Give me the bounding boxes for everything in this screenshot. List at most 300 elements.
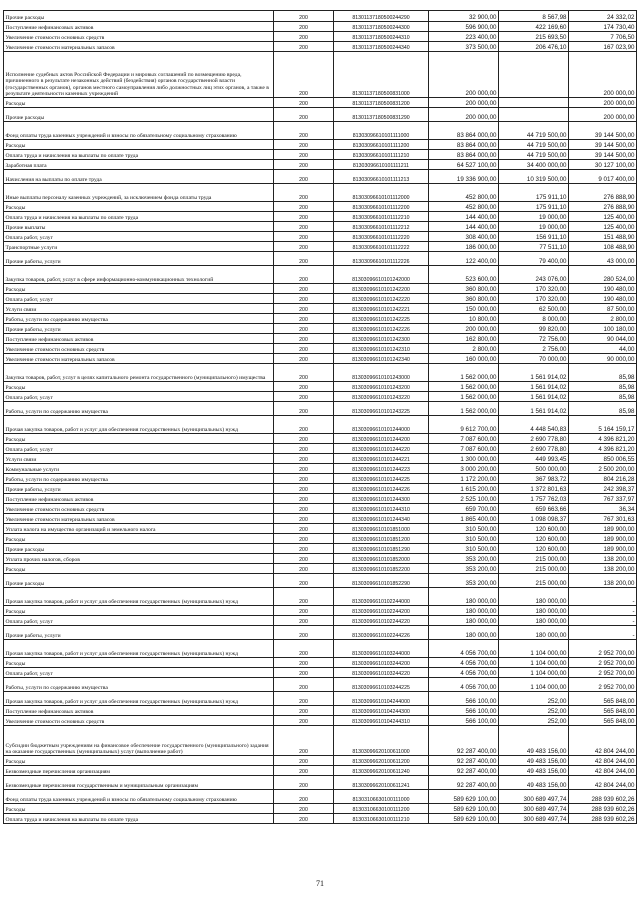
row-name: Расходы [4,98,274,108]
unexecuted-amount: 200 000,00 [569,108,637,122]
executed-amount: 175 911,10 [499,184,569,202]
row-code: 200 [274,304,334,314]
approved-amount: 310 500,00 [429,534,499,544]
row-code: 200 [274,706,334,716]
approved-amount: 1 562 000,00 [429,382,499,392]
row-kbk: 81303096610101242220 [334,294,429,304]
unexecuted-amount: 100 180,00 [569,324,637,334]
approved-amount: 160 000,00 [429,354,499,364]
unexecuted-amount: 5 164 159,17 [569,416,637,434]
approved-amount: 2 525 100,00 [429,494,499,504]
unexecuted-amount: 108 488,90 [569,242,637,252]
table-row [4,202,637,212]
executed-amount: 72 756,00 [499,334,569,344]
approved-amount: 4 056 700,00 [429,668,499,678]
unexecuted-amount: 190 480,00 [569,284,637,294]
row-code: 200 [274,52,334,98]
row-kbk: 81303096610101244220 [334,444,429,454]
executed-amount: 170 320,00 [499,284,569,294]
executed-amount: 1 104 000,00 [499,678,569,692]
table-row [4,474,637,484]
row-kbk: 81303096610101242221 [334,304,429,314]
row-code: 200 [274,494,334,504]
table-row [4,514,637,524]
table-row [4,402,637,416]
table-row [4,564,637,574]
row-name: Прочие работы, услуги [4,484,274,494]
table-row [4,22,637,32]
row-name: Увеличение стоимости материальных запасов [4,354,274,364]
row-kbk: 81303096610101111211 [334,160,429,170]
executed-amount: 367 983,72 [499,474,569,484]
table-row [4,756,637,766]
approved-amount: 186 000,00 [429,242,499,252]
unexecuted-amount: 30 127 100,00 [569,160,637,170]
row-kbk: 81303096610101244225 [334,474,429,484]
approved-amount: 353 200,00 [429,564,499,574]
unexecuted-amount: 200 000,00 [569,98,637,108]
row-name: Оплата работ, услуг [4,668,274,678]
executed-amount: 170 320,00 [499,294,569,304]
table-row [4,814,637,824]
row-name: Расходы [4,434,274,444]
row-kbk: 81303096610101851200 [334,534,429,544]
table-row [4,242,637,252]
table-row [4,42,637,52]
row-name: Расходы [4,606,274,616]
executed-amount: 34 400 000,00 [499,160,569,170]
row-code: 200 [274,588,334,606]
executed-amount: 659 663,66 [499,504,569,514]
approved-amount: 1 865 400,00 [429,514,499,524]
row-name: Работы, услуги по содержанию имущества [4,678,274,692]
unexecuted-amount: 90 000,00 [569,354,637,364]
approved-amount: 144 400,00 [429,222,499,232]
table-row [4,444,637,454]
table-row [4,716,637,726]
table-row [4,266,637,284]
table-row [4,544,637,554]
table-row [4,574,637,588]
row-code: 200 [274,574,334,588]
approved-amount: 144 400,00 [429,212,499,222]
row-name: Прочие расходы [4,574,274,588]
row-code: 200 [274,564,334,574]
row-name: Расходы [4,140,274,150]
unexecuted-amount: 565 848,00 [569,692,637,706]
row-code: 200 [274,42,334,52]
row-kbk: 81303096610101244300 [334,494,429,504]
unexecuted-amount: 565 848,00 [569,716,637,726]
unexecuted-amount: 90 044,00 [569,334,637,344]
row-name: Оплата работ, услуг [4,616,274,626]
row-kbk: 81303096610101852000 [334,554,429,564]
row-kbk: 81303096610101112200 [334,202,429,212]
executed-amount: 120 600,00 [499,544,569,554]
row-name: Расходы [4,756,274,766]
row-code: 200 [274,334,334,344]
unexecuted-amount: 125 400,00 [569,222,637,232]
row-name: Прочая закупка товаров, работ и услуг для обеспечения государственных (муниципальных) нужд [4,416,274,434]
table-row [4,454,637,464]
row-name: Оплата работ, услуг [4,294,274,304]
row-name: Поступление нефинансовых активов [4,706,274,716]
row-kbk: 81303096610101112210 [334,212,429,222]
unexecuted-amount: - [569,616,637,626]
row-kbk: 81303096610101243220 [334,392,429,402]
row-code: 200 [274,122,334,140]
row-kbk: 81301137180500244300 [334,22,429,32]
table-row [4,32,637,42]
row-name: Услуги связи [4,454,274,464]
table-row [4,344,637,354]
table-row [4,524,637,534]
row-name: Оплата труда и начисления на выплаты по оплате труда [4,814,274,824]
executed-amount: 180 000,00 [499,606,569,616]
row-code: 200 [274,222,334,232]
row-kbk: 81303106630100111200 [334,804,429,814]
unexecuted-amount: 42 804 244,00 [569,726,637,756]
unexecuted-amount: 87 500,00 [569,304,637,314]
row-name: Работы, услуги по содержанию имущества [4,314,274,324]
executed-amount: 1 561 914,02 [499,402,569,416]
executed-amount [499,52,569,98]
unexecuted-amount: 190 480,00 [569,294,637,304]
row-kbk: 81303096610101244226 [334,484,429,494]
approved-amount: 3 000 200,00 [429,464,499,474]
table-body [4,11,637,824]
executed-amount: 99 820,00 [499,324,569,334]
row-kbk: 81303096610101243225 [334,402,429,416]
row-name: Поступление нефинансовых активов [4,494,274,504]
approved-amount: 1 615 200,00 [429,484,499,494]
approved-amount: 83 864 000,00 [429,150,499,160]
table-row [4,416,637,434]
approved-amount: 92 287 400,00 [429,766,499,776]
approved-amount: 589 629 100,00 [429,804,499,814]
approved-amount: 4 056 700,00 [429,658,499,668]
row-name: Расходы [4,284,274,294]
row-kbk: 81303096610101242300 [334,334,429,344]
approved-amount: 1 562 000,00 [429,364,499,382]
executed-amount: 215 000,00 [499,554,569,564]
row-kbk: 81303096610101244310 [334,504,429,514]
row-name: Увеличение стоимости материальных запасов [4,514,274,524]
row-code: 200 [274,416,334,434]
unexecuted-amount: 9 017 400,00 [569,170,637,184]
row-name: Расходы [4,564,274,574]
row-code: 200 [274,514,334,524]
unexecuted-amount: 288 939 602,26 [569,814,637,824]
row-name: Транспортные услуги [4,242,274,252]
row-name: Прочие работы, услуги [4,324,274,334]
row-name: Расходы [4,534,274,544]
row-kbk: 81303096610102244200 [334,606,429,616]
unexecuted-amount: 39 144 500,00 [569,122,637,140]
executed-amount: 49 483 156,00 [499,766,569,776]
row-code: 200 [274,726,334,756]
executed-amount: 1 098 098,37 [499,514,569,524]
row-name: Фонд оплаты труда казенных учреждений и взносы по обязательному социальному страхованию [4,790,274,804]
row-kbk: 81303096610101242000 [334,266,429,284]
approved-amount: 1 562 000,00 [429,402,499,416]
row-name: Безвозмездные перечисления организациям [4,766,274,776]
unexecuted-amount: 280 524,00 [569,266,637,284]
row-code: 200 [274,504,334,514]
table-row [4,160,637,170]
row-kbk: 81303096610101112220 [334,232,429,242]
approved-amount: 1 300 000,00 [429,454,499,464]
approved-amount: 353 200,00 [429,574,499,588]
approved-amount: 1 562 000,00 [429,392,499,402]
approved-amount: 122 400,00 [429,252,499,266]
approved-amount: 162 800,00 [429,334,499,344]
row-kbk: 81303096610102244220 [334,616,429,626]
approved-amount: 353 200,00 [429,554,499,564]
row-code: 200 [274,11,334,22]
row-name: Увеличение стоимости основных средств [4,504,274,514]
row-code: 200 [274,402,334,416]
table-row [4,726,637,756]
row-name: Поступление нефинансовых активов [4,334,274,344]
executed-amount: 1 104 000,00 [499,640,569,658]
row-kbk: 81303096610103244220 [334,668,429,678]
row-name: Оплата труда и начисления на выплаты по оплате труда [4,150,274,160]
row-code: 200 [274,606,334,616]
row-kbk: 81303096610101242340 [334,354,429,364]
executed-amount: 2 756,00 [499,344,569,354]
unexecuted-amount: 85,98 [569,382,637,392]
executed-amount: 19 000,00 [499,212,569,222]
executed-amount: 1 104 000,00 [499,658,569,668]
row-code: 200 [274,364,334,382]
executed-amount: 1 757 762,03 [499,494,569,504]
executed-amount [499,108,569,122]
executed-amount: 44 719 500,00 [499,150,569,160]
row-kbk: 81303096610101112222 [334,242,429,252]
executed-amount: 500 000,00 [499,464,569,474]
row-kbk: 81303096610103244000 [334,640,429,658]
table-row [4,434,637,444]
unexecuted-amount: 36,34 [569,504,637,514]
row-kbk: 81303096610101111000 [334,122,429,140]
row-code: 200 [274,444,334,454]
approved-amount: 83 864 000,00 [429,140,499,150]
approved-amount: 566 100,00 [429,706,499,716]
row-kbk: 81303096610101851000 [334,524,429,534]
unexecuted-amount: 42 804 244,00 [569,756,637,766]
executed-amount: 70 000,00 [499,354,569,364]
unexecuted-amount: 200 000,00 [569,52,637,98]
row-code: 200 [274,382,334,392]
unexecuted-amount: 85,98 [569,402,637,416]
table-row [4,484,637,494]
row-name: Прочие работы, услуги [4,252,274,266]
unexecuted-amount: 288 939 602,26 [569,804,637,814]
row-name: Прочие выплаты [4,222,274,232]
row-code: 200 [274,454,334,464]
table-row [4,314,637,324]
row-kbk: 81301137180500244340 [334,42,429,52]
approved-amount: 659 700,00 [429,504,499,514]
row-code: 200 [274,252,334,266]
approved-amount: 150 000,00 [429,304,499,314]
unexecuted-amount: 174 730,40 [569,22,637,32]
approved-amount: 92 287 400,00 [429,776,499,790]
table-row [4,354,637,364]
row-kbk: 81303096620100611240 [334,766,429,776]
unexecuted-amount: 24 332,02 [569,11,637,22]
table-row [4,184,637,202]
executed-amount: 215 000,00 [499,574,569,588]
row-kbk: 81303096620100611000 [334,726,429,756]
approved-amount: 200 000,00 [429,324,499,334]
table-row [4,504,637,514]
row-kbk: 81301137180500831290 [334,108,429,122]
unexecuted-amount: 850 006,55 [569,454,637,464]
table-row [4,554,637,564]
row-name: Оплата работ, услуг [4,392,274,402]
row-kbk: 81303096610101244200 [334,434,429,444]
approved-amount: 2 800,00 [429,344,499,354]
row-kbk: 81303096610101242226 [334,324,429,334]
approved-amount: 180 000,00 [429,626,499,640]
approved-amount: 83 864 000,00 [429,122,499,140]
unexecuted-amount: 167 023,90 [569,42,637,52]
executed-amount: 77 511,10 [499,242,569,252]
row-kbk: 81303096610102244226 [334,626,429,640]
row-kbk: 81303096610101112226 [334,252,429,266]
row-kbk: 81303096610101111200 [334,140,429,150]
row-name: Поступление нефинансовых активов [4,22,274,32]
table-row [4,11,637,22]
row-name: Увеличение стоимости материальных запасов [4,42,274,52]
row-name: Коммунальные услуги [4,464,274,474]
row-kbk: 81303096620100611241 [334,776,429,790]
approved-amount: 523 600,00 [429,266,499,284]
row-code: 200 [274,524,334,534]
row-name: Увеличение стоимости основных средств [4,716,274,726]
unexecuted-amount: 767 301,63 [569,514,637,524]
executed-amount: 180 000,00 [499,626,569,640]
unexecuted-amount: 242 398,37 [569,484,637,494]
approved-amount: 589 629 100,00 [429,814,499,824]
approved-amount: 566 100,00 [429,716,499,726]
approved-amount: 452 800,00 [429,202,499,212]
executed-amount: 449 993,45 [499,454,569,464]
row-code: 200 [274,534,334,544]
row-code: 200 [274,616,334,626]
executed-amount: 8 567,98 [499,11,569,22]
unexecuted-amount: 39 144 500,00 [569,150,637,160]
row-name: Прочие работы, услуги [4,626,274,640]
row-code: 200 [274,464,334,474]
executed-amount: 49 483 156,00 [499,726,569,756]
row-code: 200 [274,766,334,776]
row-code: 200 [274,354,334,364]
row-kbk: 81303096620100611200 [334,756,429,766]
approved-amount: 7 087 600,00 [429,434,499,444]
row-kbk: 81303096610103244225 [334,678,429,692]
approved-amount: 200 000,00 [429,52,499,98]
row-code: 200 [274,692,334,706]
table-row [4,294,637,304]
unexecuted-amount: 42 804 244,00 [569,766,637,776]
row-name: Заработная плата [4,160,274,170]
approved-amount: 4 056 700,00 [429,678,499,692]
row-name: Фонд оплаты труда казенных учреждений и взносы по обязательному социальному страхованию [4,122,274,140]
executed-amount: 215 693,50 [499,32,569,42]
executed-amount: 1 104 000,00 [499,668,569,678]
row-code: 200 [274,544,334,554]
approved-amount: 308 400,00 [429,232,499,242]
unexecuted-amount: 7 706,50 [569,32,637,42]
row-code: 200 [274,184,334,202]
table-row [4,170,637,184]
row-name: Расходы [4,202,274,212]
executed-amount: 4 448 540,83 [499,416,569,434]
row-code: 200 [274,756,334,766]
unexecuted-amount: - [569,588,637,606]
unexecuted-amount: 2 500 200,00 [569,464,637,474]
approved-amount: 310 500,00 [429,524,499,534]
table-row [4,232,637,242]
unexecuted-amount: 2 952 700,00 [569,668,637,678]
unexecuted-amount: - [569,626,637,640]
executed-amount: 62 500,00 [499,304,569,314]
approved-amount: 7 087 600,00 [429,444,499,454]
executed-amount: 215 000,00 [499,564,569,574]
row-name: Работы, услуги по содержанию имущества [4,402,274,416]
approved-amount: 589 629 100,00 [429,790,499,804]
table-row [4,534,637,544]
unexecuted-amount: 151 488,90 [569,232,637,242]
row-code: 200 [274,678,334,692]
row-kbk: 81303096610103244200 [334,658,429,668]
row-name: Увеличение стоимости основных средств [4,344,274,354]
row-kbk: 81303096610101852200 [334,564,429,574]
executed-amount: 120 600,00 [499,534,569,544]
row-name: Безвозмездные перечисления государственным и муниципальным организациям [4,776,274,790]
row-kbk: 81303096610101243000 [334,364,429,382]
row-kbk: 81303096610101244340 [334,514,429,524]
unexecuted-amount: 39 144 500,00 [569,140,637,150]
row-code: 200 [274,324,334,334]
executed-amount: 2 690 778,80 [499,444,569,454]
row-kbk: 81301137180500244310 [334,32,429,42]
row-code: 200 [274,474,334,484]
row-name: Работы, услуги по содержанию имущества [4,474,274,484]
row-code: 200 [274,804,334,814]
row-name: Прочие расходы [4,544,274,554]
row-kbk: 81301137180500244290 [334,11,429,22]
table-row [4,364,637,382]
unexecuted-amount: 276 888,90 [569,202,637,212]
executed-amount: 243 076,00 [499,266,569,284]
table-row [4,150,637,160]
row-kbk: 81303096610101244000 [334,416,429,434]
executed-amount: 8 000,00 [499,314,569,324]
row-name: Расходы [4,804,274,814]
executed-amount: 79 400,00 [499,252,569,266]
approved-amount: 1 172 200,00 [429,474,499,484]
row-kbk: 81303096610101112000 [334,184,429,202]
table-row [4,122,637,140]
table-row [4,706,637,716]
table-row [4,658,637,668]
row-kbk: 81303096610101111213 [334,170,429,184]
budget-execution-table [3,10,637,824]
